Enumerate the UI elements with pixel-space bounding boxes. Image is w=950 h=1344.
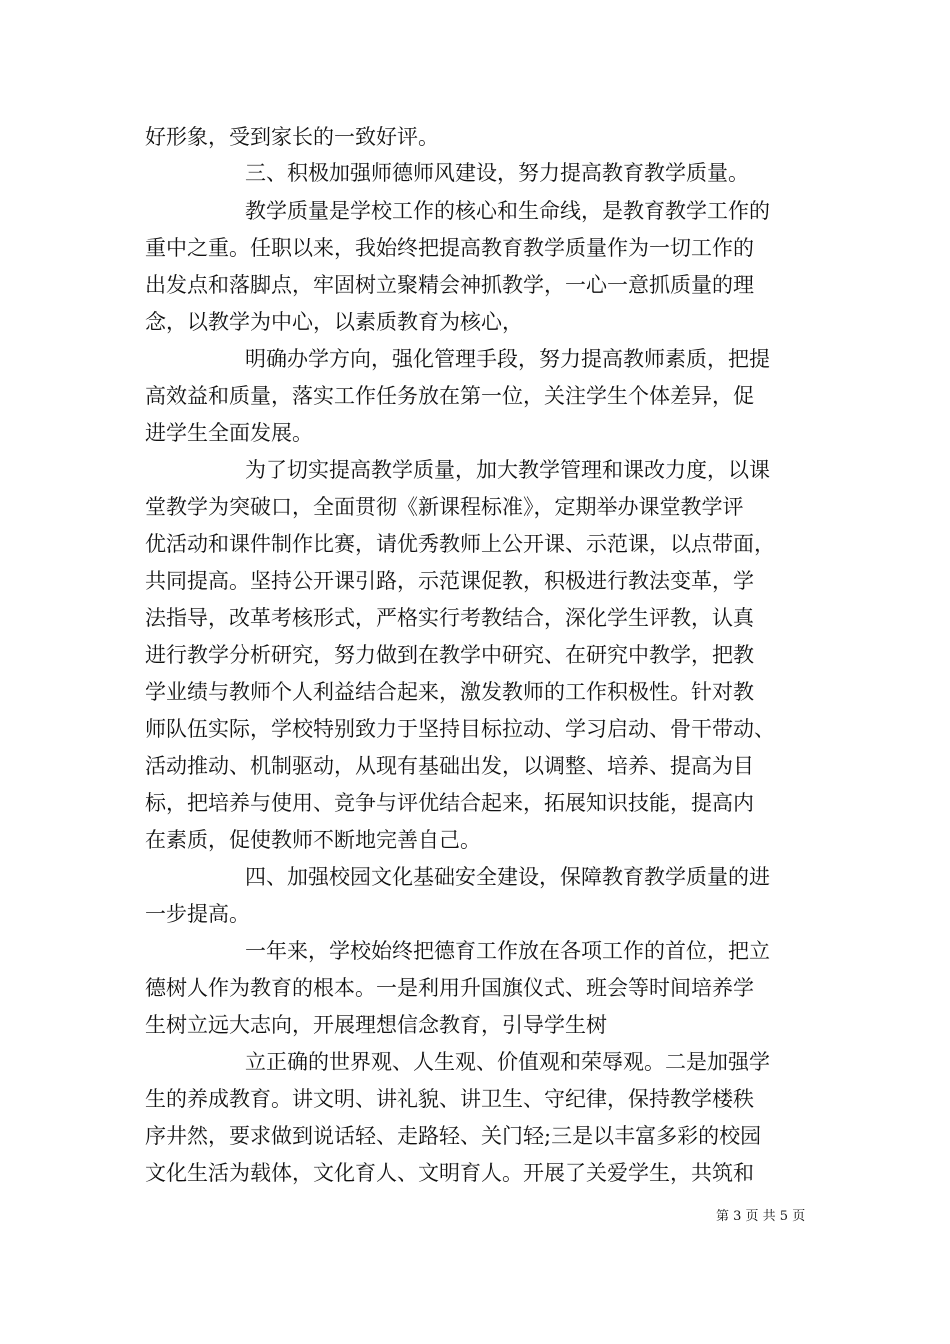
text-line: 生的养成教育。讲文明、讲礼貌、讲卫生、守纪律，保持教学楼秩 <box>145 1087 754 1111</box>
text-line: 立正确的世界观、人生观、价值观和荣辱观。二是加强学 <box>245 1050 770 1074</box>
text-line: 共同提高。坚持公开课引路，示范课促教，积极进行教法变革，学 <box>145 569 754 593</box>
text-line: 重中之重。任职以来，我始终把提高教育教学质量作为一切工作的 <box>145 236 754 260</box>
text-line: 活动推动、机制驱动，从现有基础出发，以调整、培养、提高为目 <box>145 754 754 778</box>
text-line: 念，以教学为中心，以素质教育为核心， <box>145 310 523 334</box>
text-line: 序井然，要求做到说话轻、走路轻、关门轻;三是以丰富多彩的校园 <box>145 1124 762 1148</box>
text-line: 为了切实提高教学质量，加大教学管理和课改力度，以课 <box>245 458 770 482</box>
text-line: 一年来，学校始终把德育工作放在各项工作的首位，把立 <box>245 939 770 963</box>
text-line: 德树人作为教育的根本。一是利用升国旗仪式、班会等时间培养学 <box>145 976 754 1000</box>
text-line: 师队伍实际，学校特别致力于坚持目标拉动、学习启动、骨干带动、 <box>145 717 775 741</box>
text-line: 明确办学方向，强化管理手段，努力提高教师素质，把提 <box>245 347 770 371</box>
section-heading-4: 四、加强校园文化基础安全建设，保障教育教学质量的进 <box>245 865 770 889</box>
text-line: 出发点和落脚点，牢固树立聚精会神抓教学，一心一意抓质量的理 <box>145 273 754 297</box>
text-line: 标，把培养与使用、竞争与评优结合起来，拓展知识技能，提高内 <box>145 791 754 815</box>
text-line: 生树立远大志向，开展理想信念教育，引导学生树 <box>145 1013 607 1037</box>
text-line: 堂教学为突破口，全面贯彻《新课程标准》，定期举办课堂教学评 <box>145 495 744 519</box>
text-line: 进学生全面发展。 <box>145 421 313 445</box>
text-line: 法指导，改革考核形式，严格实行考教结合，深化学生评教，认真 <box>145 606 754 630</box>
text-line: 教学质量是学校工作的核心和生命线，是教育教学工作的 <box>245 199 770 223</box>
text-line: 进行教学分析研究，努力做到在教学中研究、在研究中教学，把教 <box>145 643 754 667</box>
text-line: 一步提高。 <box>145 902 250 926</box>
page-number-footer: 第 3 页 共 5 页 <box>716 1209 806 1224</box>
text-line: 学业绩与教师个人利益结合起来，激发教师的工作积极性。针对教 <box>145 680 754 704</box>
text-line: 在素质，促使教师不断地完善自己。 <box>145 828 481 852</box>
section-heading-3: 三、积极加强师德师风建设，努力提高教育教学质量。 <box>245 161 749 185</box>
text-line: 高效益和质量，落实工作任务放在第一位，关注学生个体差异，促 <box>145 384 754 408</box>
text-line: 好形象，受到家长的一致好评。 <box>145 125 439 149</box>
text-line: 文化生活为载体，文化育人、文明育人。开展了关爱学生，共筑和 <box>145 1161 754 1185</box>
text-line: 优活动和课件制作比赛，请优秀教师上公开课、示范课，以点带面， <box>145 532 775 556</box>
